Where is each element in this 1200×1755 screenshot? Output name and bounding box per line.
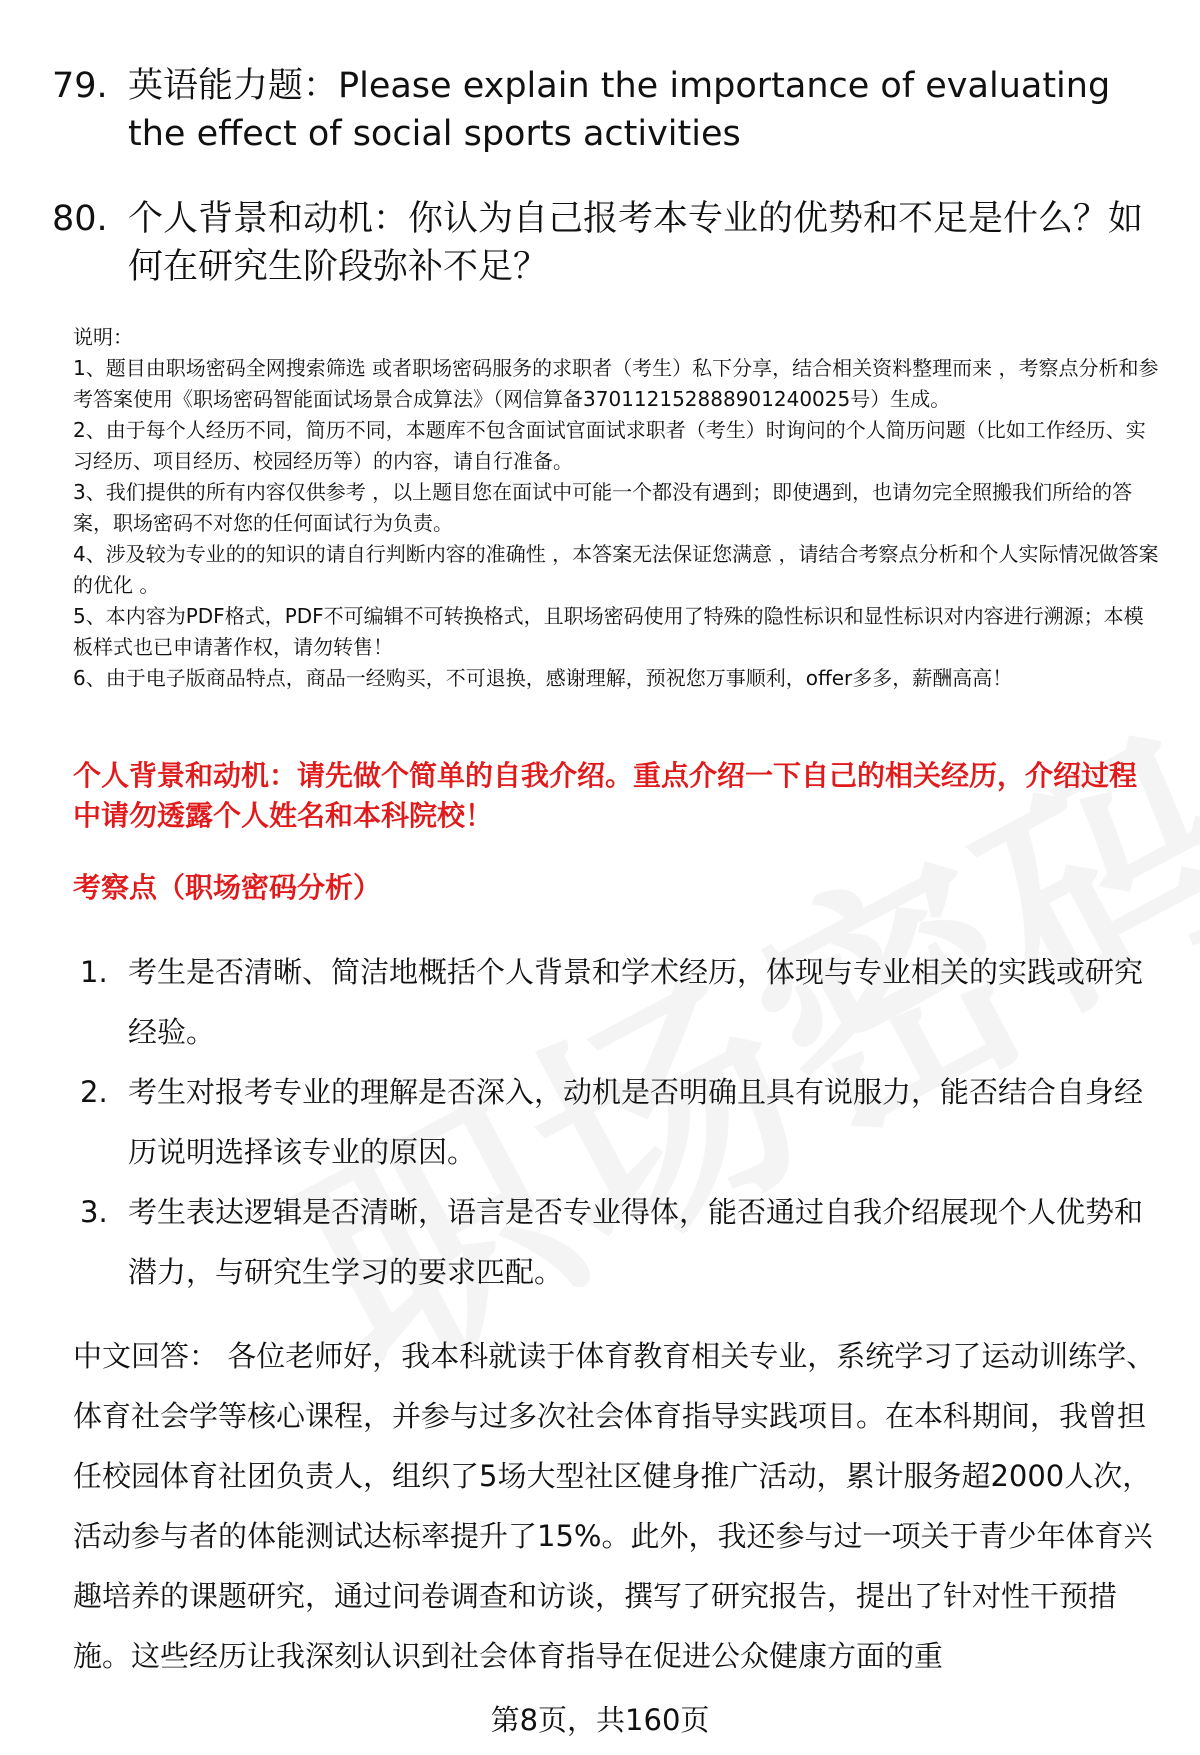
notes-heading: 说明： xyxy=(73,325,133,349)
page-footer: 第8页，共160页 xyxy=(490,1703,710,1737)
question-80 xyxy=(52,195,1152,291)
point-text: 考生表达逻辑是否清晰，语言是否专业得体，能否通过自我介绍展现个人优势和潜力，与研究生学习的要求匹配。 xyxy=(128,1195,1144,1289)
interview-prompt: 个人背景和动机：请先做个简单的自我介绍。重点介绍一下自己的相关经历，介绍过程中请勿透露个人姓名和本科院校！ xyxy=(73,759,1138,832)
note-item: 4、涉及较为专业的的知识的请自行判断内容的准确性 ，本答案无法保证您满意 ，请结合考察点分析和个人实际情况做答案的优化 。 xyxy=(73,542,1159,597)
note-item: 5、本内容为PDF格式，PDF不可编辑不可转换格式，且职场密码使用了特殊的隐性标识和显性标识对内容进行溯源；本模板样式也已申请著作权，请勿转售！ xyxy=(73,604,1144,659)
question-number: 80. xyxy=(52,199,108,239)
note-item: 1、题目由职场密码全网搜索筛选 或者职场密码服务的求职者（考生）私下分享，结合相关资料整理而来 ，考察点分析和参考答案使用《职场密码智能面试场景合成算法》（网信算备370112152888901240025号）生成。 xyxy=(73,356,1159,411)
answer-text: 中文回答： 各位老师好，我本科就读于体育教育相关专业，系统学习了运动训练学、体育社会学等核心课程，并参与过多次社会体育指导实践项目。在本科期间，我曾担任校园体育社团负责人，组织了5场大型社区健身推广活动，累计服务超2000人次，活动参与者的体能测试达标率提升了15%。此外，我还参与过一项关于青少年体育兴趣培养的课题研究，通过问卷调查和访谈，撰写了研究报告，提出了针对性干预措施。这些经历让我深刻认识到社会体育指导在促进公众健康方面的重 xyxy=(73,1339,1156,1673)
notes-block xyxy=(73,322,1163,694)
question-number: 79. xyxy=(52,66,108,106)
point-text: 考生是否清晰、简洁地概括个人背景和学术经历，体现与专业相关的实践或研究经验。 xyxy=(128,955,1144,1049)
point-number: 2. xyxy=(80,1075,108,1109)
assessment-points xyxy=(80,942,1155,1302)
section-title: 考察点（职场密码分析） xyxy=(73,871,382,904)
list-item xyxy=(80,942,1155,1062)
note-item: 2、由于每个人经历不同，简历不同，本题库不包含面试官面试求职者（考生）时询问的个人简历问题（比如工作经历、实习经历、项目经历、校园经历等）的内容，请自行准备。 xyxy=(73,418,1146,473)
question-text: 英语能力题：Please explain the importance of evaluating the effect of social sports activities xyxy=(128,66,1111,154)
question-79 xyxy=(52,62,1152,158)
list-item xyxy=(80,1062,1155,1182)
point-text: 考生对报考专业的理解是否深入，动机是否明确且具有说服力，能否结合自身经历说明选择该专业的原因。 xyxy=(128,1075,1144,1169)
list-item xyxy=(80,1182,1155,1302)
point-number: 1. xyxy=(80,955,108,989)
question-text: 个人背景和动机：你认为自己报考本专业的优势和不足是什么？如何在研究生阶段弥补不足？ xyxy=(128,199,1144,287)
note-item: 3、我们提供的所有内容仅供参考 ，以上题目您在面试中可能一个都没有遇到；即使遇到，也请勿完全照搬我们所给的答案，职场密码不对您的任何面试行为负责。 xyxy=(73,480,1133,535)
note-item: 6、由于电子版商品特点，商品一经购买，不可退换，感谢理解，预祝您万事顺利，offer多多，薪酬高高！ xyxy=(73,666,1013,690)
point-number: 3. xyxy=(80,1195,108,1229)
